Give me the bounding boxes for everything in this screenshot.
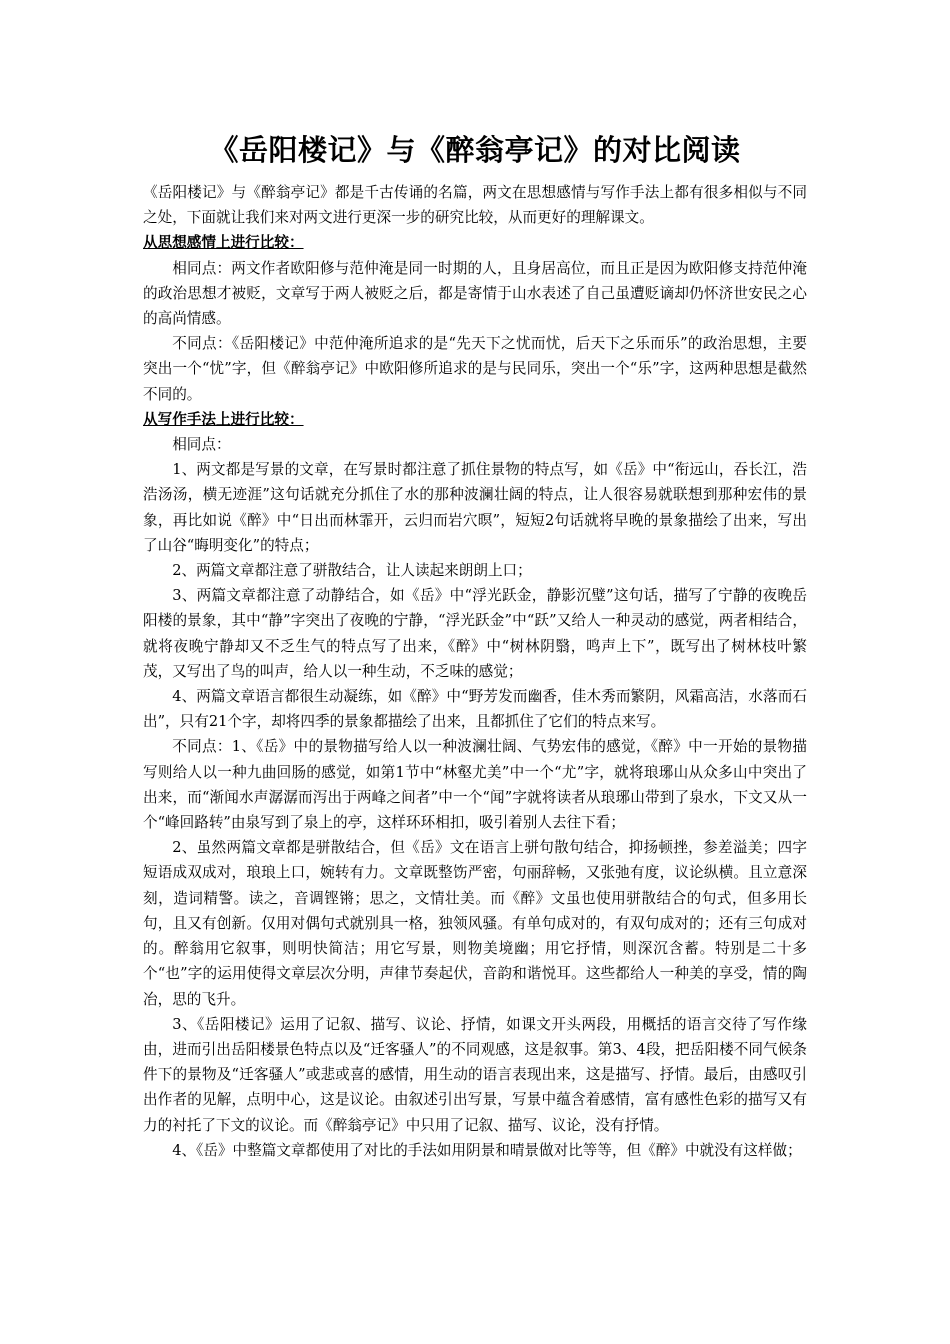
writing-similarity-item: 4、两篇文章语言都很生动凝练，如《醉》中“野芳发而幽香，佳木秀而繁阴，风霜高洁，水落而石出”，只有21个字，却将四季的景象都描绘了出来，且都抓住了它们的特点来写。: [143, 688, 807, 731]
thought-similarities-paragraph: 相同点：两文作者欧阳修与范仲淹是同一时期的人，且身居高位，而且正是因为欧阳修支持范仲淹的政治思想才被贬，文章写于两人被贬之后，都是寄情于山水表述了自己虽遭贬谪却仍怀济世安民之心的高尚情感。: [143, 259, 807, 328]
intro-paragraph: 《岳阳楼记》与《醉翁亭记》都是千古传诵的名篇，两文在思想感情与写作手法上都有很多相似与不同之处，下面就让我们来对两文进行更深一步的研究比较，从而更好的理解课文。: [143, 184, 807, 227]
writing-similarity-item: 2、两篇文章都注意了骈散结合，让人读起来朗朗上口；: [172, 562, 532, 580]
document-page: [143, 124, 807, 1163]
writing-similarities-label: 相同点：: [172, 436, 231, 454]
writing-difference-item: 不同点：1、《岳》中的景物描写给人以一种波澜壮阔、气势宏伟的感觉，《醉》中一开始的景物描写则给人以一种九曲回肠的感觉，如第1节中“林壑尤美”中一个“尤”字，就将琅琊山从众多山中突出了出来，而“渐闻水声潺潺而泻出于两峰之间者”中一个“闻”字就将读者从琅琊山带到了泉水，下文又从一个“峰回路转”由泉写到了泉上的亭，这样环环相扣，吸引着别人去往下看；: [143, 738, 807, 832]
writing-difference-item: 4、《岳》中整篇文章都使用了对比的手法如用阴景和晴景做对比等等，但《醉》中就没有这样做；: [172, 1141, 802, 1159]
writing-similarity-item: 1、两文都是写景的文章，在写景时都注意了抓住景物的特点写，如《岳》中“衔远山，吞长江，浩浩汤汤，横无迹涯”这句话就充分抓住了水的那种波澜壮阔的特点，让人很容易就联想到那种宏伟的景象，再比如说《醉》中“日出而林霏开，云归而岩穴暝”，短短2句话就将早晚的景象描绘了出来，写出了山谷“晦明变化”的特点；: [143, 461, 807, 554]
writing-difference-item: 2、虽然两篇文章都是骈散结合，但《岳》文在语言上骈句散句结合，抑扬顿挫，参差溢美；四字短语成双成对，琅琅上口，婉转有力。文章既整饬严密，句丽辞畅，又张弛有度，议论纵横。且立意深刻，造词精警。读之，音调铿锵；思之，文情壮美。而《醉》文虽也使用骈散结合的句式，但多用长句，且又有创新。仅用对偶句式就别具一格，独领风骚。有单句成对的，有双句成对的；还有三句成对的。醉翁用它叙事，则明快简洁；用它写景，则物美境幽；用它抒情，则深沉含蓄。特别是二十多个“也”字的运用使得文章层次分明，声律节奏起伏，音韵和谐悦耳。这些都给人一种美的享受，情的陶冶，思的飞升。: [143, 839, 807, 1008]
writing-similarity-item: 3、两篇文章都注意了动静结合，如《岳》中“浮光跃金，静影沉璧”这句话，描写了宁静的夜晚岳阳楼的景象，其中“静”字突出了夜晚的宁静，“浮光跃金”中“跃”又给人一种灵动的感觉，两者相结合，就将夜晚宁静却又不乏生气的特点写了出来，《醉》中“树林阴翳，鸣声上下”，既写出了树林枝叶繁茂，又写出了鸟的叫声，给人以一种生动，不乏味的感觉；: [143, 587, 807, 680]
section-heading-writing: 从写作手法上进行比较：: [143, 410, 304, 428]
document-title: 《岳阳楼记》与《醉翁亭记》的对比阅读: [209, 133, 741, 167]
thought-differences-paragraph: 不同点：《岳阳楼记》中范仲淹所追求的是“先天下之忧而忧，后天下之乐而乐”的政治思想，主要突出一个“忧”字，但《醉翁亭记》中欧阳修所追求的是与民同乐，突出一个“乐”字，这两种思想是截然不同的。: [143, 335, 807, 403]
section-heading-thought: 从思想感情上进行比较：: [143, 234, 304, 252]
writing-difference-item: 3、《岳阳楼记》运用了记叙、描写、议论、抒情，如课文开头两段，用概括的语言交待了写作缘由，进而引出岳阳楼景色特点以及“迁客骚人”的不同观感，这是叙事。第3、4段，把岳阳楼不同气候条件下的景物及“迁客骚人”或悲或喜的感情，用生动的语言表现出来，这是描写、抒情。最后，由感叹引出作者的见解，点明中心，这是议论。由叙述引出写景，写景中蕴含着感情，富有感性色彩的描写又有力的衬托了下文的议论。而《醉翁亭记》中只用了记叙、描写、议论，没有抒情。: [143, 1015, 807, 1134]
